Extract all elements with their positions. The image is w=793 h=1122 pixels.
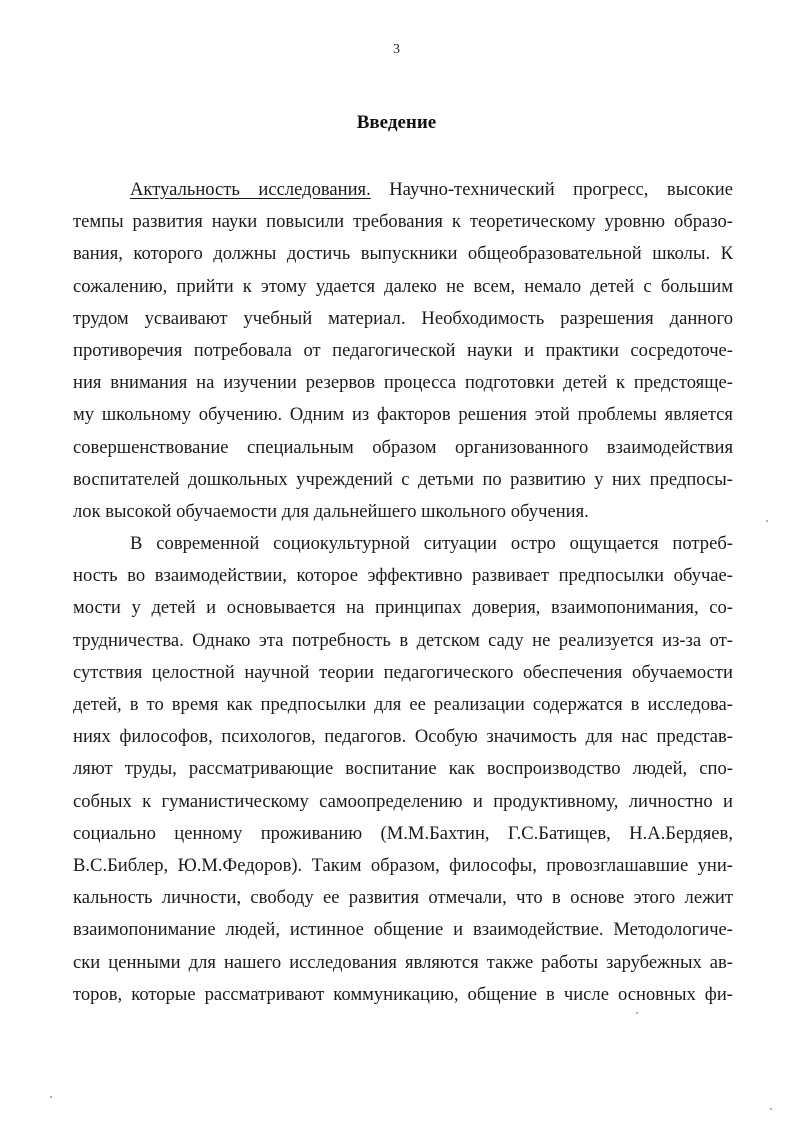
scan-speck [636,1012,638,1014]
paragraph-2 [73,528,733,1011]
page-number: 3 [393,42,400,57]
section-heading: Введение [356,112,437,133]
text-line: ниях философов, психологов, педагогов. Особую значимость для нас представ- [73,726,733,748]
text-line: сутствия целостной научной теории педагогического обеспечения обучаемости [73,661,733,683]
text-line-rest: Научно-технический прогресс, высокие [370,179,733,200]
text-line: вания, которого должны достичь выпускники общеобразовательной школы. К [73,243,733,265]
text-line: му школьному обучению. Одним из факторов решения этой проблемы является [73,404,733,426]
body-text [73,174,733,1011]
text-line: ния внимания на изучении резервов процесса подготовки детей к предстояще- [73,372,733,394]
scan-speck [50,1096,52,1098]
text-line: кальность личности, свободу ее развития отмечали, что в основе этого лежит [73,887,733,909]
scan-speck [766,520,768,522]
text-line: трудом усваивают учебный материал. Необходимость разрешения данного [73,307,733,329]
scan-speck [770,1108,772,1110]
text-line: В.С.Библер, Ю.М.Федоров). Таким образом, философы, провозглашавшие уни- [73,854,733,876]
text-line: взаимопонимание людей, истинное общение и взаимодействие. Методологиче- [73,919,733,941]
text-line: мости у детей и основывается на принципах доверия, взаимопонимания, со- [73,597,733,619]
text-line: лок высокой обучаемости для дальнейшего школьного обучения. [73,500,589,522]
text-line: торов, которые рассматривают коммуникацию, общение в числе основных фи- [73,983,733,1005]
text-line: противоречия потребовала от педагогической науки и практики сосредоточе- [73,339,733,361]
underlined-lead: Актуальность исследования. [130,179,371,200]
text-line: сожалению, прийти к этому удается далеко не всем, немало детей с большим [73,275,733,297]
text-line: собных к гуманистическому самоопределению и продуктивному, личностно и [73,790,733,812]
text-line [73,174,733,206]
text-line: совершенствование специальным образом организованного взаимодействия [73,436,733,458]
text-line: В современной социокультурной ситуации остро ощущается потреб- [130,533,733,555]
text-line: социально ценному проживанию (М.М.Бахтин, Г.С.Батищев, Н.А.Бердяев, [73,822,733,844]
paragraph-1 [73,174,733,528]
text-line: ляют труды, рассматривающие воспитание как воспроизводство людей, спо- [73,758,733,780]
text-line: ность во взаимодействии, которое эффективно развивает предпосылки обучае- [73,565,733,587]
text-line: детей, в то время как предпосылки для ее реализации содержатся в исследова- [73,694,733,715]
text-line: ски ценными для нашего исследования являются также работы зарубежных ав- [73,951,733,973]
text-line: темпы развития науки повысили требования к теоретическому уровню образо- [73,211,733,233]
text-line: трудничества. Однако эта потребность в детском саду не реализуется из-за от- [73,629,733,651]
text-line: воспитателей дошкольных учреждений с детьми по развитию у них предпосы- [73,468,733,490]
